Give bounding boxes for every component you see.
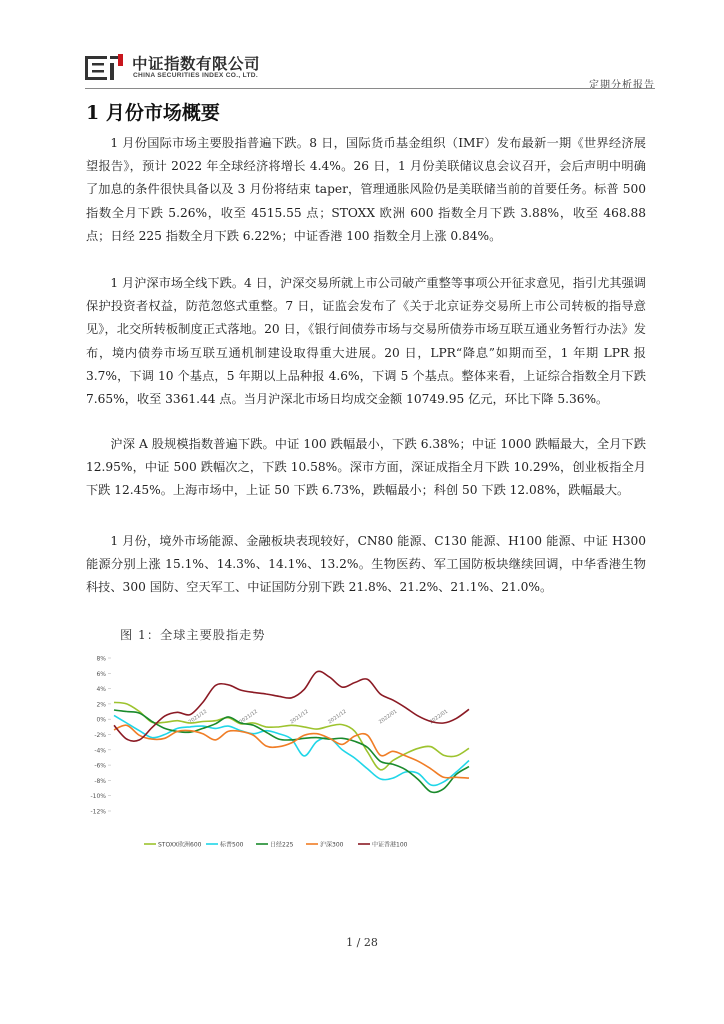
x-tick-label: 2021/12 — [289, 708, 310, 726]
y-tick-label: -12% — [90, 808, 106, 816]
y-tick-label: -2% — [94, 732, 106, 739]
legend-label: 中证香港100 — [372, 841, 408, 849]
header-divider — [85, 88, 655, 89]
paragraph-sector-performance: 1 月份，境外市场能源、金融板块表现较好，CN80 能源、C130 能源、H100 能源、中证 H300 能源分别上涨 15.1%、14.3%、14.1%、13.2%。生物医药、军工国防板块继续回调，中华香港生物科技、300 国防、空天军工、中证国防分别下跌 21.8%、21.2%、21.1%、21.0%。 — [86, 534, 646, 595]
x-tick-label: 2022/01 — [428, 708, 450, 726]
series-line — [114, 671, 469, 741]
y-tick-label: 6% — [96, 670, 106, 678]
legend-label: 沪深300 — [320, 841, 344, 849]
x-tick-label: 2021/12 — [327, 708, 348, 726]
line-chart-svg — [84, 648, 480, 854]
page-number: 1 / 28 — [346, 936, 378, 949]
company-name-en: CHINA SECURITIES INDEX CO., LTD. — [133, 72, 258, 79]
y-tick-label: -8% — [94, 777, 106, 785]
y-tick-label: 2% — [96, 701, 106, 709]
x-tick-label: 2022/01 — [377, 708, 399, 726]
csi-logo-icon — [85, 54, 127, 84]
legend-label: STOXX欧洲600 — [158, 841, 202, 849]
y-tick-label: 8% — [96, 655, 106, 663]
page-header — [85, 48, 655, 90]
y-tick-label: -6% — [94, 762, 106, 770]
y-tick-label: -4% — [94, 747, 106, 755]
y-tick-label: 4% — [96, 686, 106, 694]
x-tick-label: 2021/12 — [238, 708, 259, 726]
legend-label: 日经225 — [270, 841, 294, 849]
report-type-label: 定期分析报告 — [589, 80, 655, 91]
y-tick-label: 0% — [96, 716, 106, 724]
section-title: 1 月份市场概要 — [86, 102, 220, 124]
legend-label: 标普500 — [220, 841, 244, 849]
company-name-cn: 中证指数有限公司 — [132, 55, 261, 73]
global-indices-chart — [84, 648, 480, 854]
figure-caption: 图 1：全球主要股指走势 — [120, 628, 266, 642]
paragraph-a-share-indices: 沪深 A 股规模指数普遍下跌。中证 100 跌幅最小，下跌 6.38%；中证 1000 跌幅最大，全月下跌 12.95%，中证 500 跌幅次之，下跌 10.58%。深市方面，深证成指全月下跌 10.29%，创业板指全月下跌 12.45%。上海市场中，上证 50 下跌 6.73%，跌幅最小；科创 50 下跌 12.08%，跌幅最大。 — [86, 437, 646, 498]
paragraph-international-markets: 1 月份国际市场主要股指普遍下跌。8 日，国际货币基金组织（IMF）发布最新一期《世界经济展望报告》，预计 2022 年全球经济将增长 4.4%。26 日，1 月份美联储议息会议召开，会后声明中明确了加息的条件很快具备以及 3 月份将结束 taper，管理通胀风险仍是美联储当前的首要任务。标普 500 指数全月下跌 5.26%，收至 4515.55 点；STOXX 欧洲 600 指数全月下跌 3.88%，收至 468.88 点；日经 225 指数全月下跌 6.22%；中证香港 100 指数全月上涨 0.84%。 — [86, 136, 646, 243]
paragraph-domestic-markets: 1 月沪深市场全线下跌。4 日，沪深交易所就上市公司破产重整等事项公开征求意见，指引尤其强调保护投资者权益，防范忽悠式重整。7 日，证监会发布了《关于北京证券交易所上市公司转板的指导意见》，北交所转板制度正式落地。20 日，《银行间债券市场与交易所债券市场互联互通业务暂行办法》发布，境内债券市场互联互通机制建设取得重大进展。20 日，LPR“降息”如期而至，1 年期 LPR 报 3.7%，下调 10 个基点，5 年期以上品种报 4.6%，下调 5 个基点。整体来看，上证综合指数全月下跌 7.65%，收至 3361.44 点。当月沪深北市场日均成交金额 10749.95 亿元，环比下降 5.36%。 — [86, 276, 646, 407]
x-tick-label: 2021/12 — [187, 708, 209, 726]
y-tick-label: -10% — [90, 793, 106, 801]
